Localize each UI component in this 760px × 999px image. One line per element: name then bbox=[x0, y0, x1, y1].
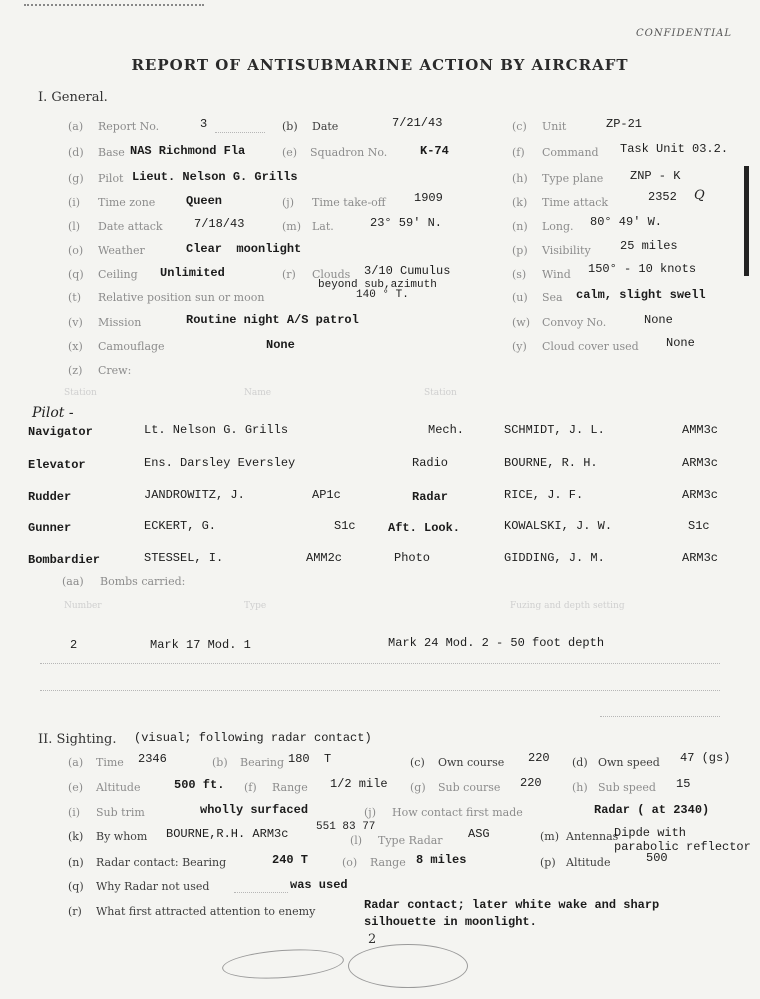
field-aa-letter: (aa) bbox=[62, 575, 84, 588]
sub-speed-value: 15 bbox=[676, 777, 691, 791]
type-plane-label: Type plane bbox=[542, 172, 604, 185]
why-radar-label: Why Radar not used bbox=[96, 880, 210, 893]
unit-value: ZP-21 bbox=[606, 117, 643, 131]
crew-name: BOURNE, R. H. bbox=[504, 456, 598, 470]
pilot-label: Pilot bbox=[98, 172, 124, 185]
sighting-p-letter: (p) bbox=[540, 856, 556, 869]
edge-speckle bbox=[24, 4, 204, 12]
type-plane-value: ZNP - K bbox=[630, 169, 681, 183]
sighting-c-letter: (c) bbox=[410, 756, 425, 769]
stamp-mark bbox=[348, 944, 468, 988]
squadron-value: K-74 bbox=[420, 144, 449, 158]
field-p-letter: (p) bbox=[512, 244, 528, 257]
first-attracted-value-2: silhouette in moonlight. bbox=[364, 915, 537, 929]
field-j-letter: (j) bbox=[282, 196, 294, 209]
clouds-label: Clouds bbox=[312, 268, 351, 281]
radar-altitude-label: Altitude bbox=[566, 856, 611, 869]
field-r-letter: (r) bbox=[282, 268, 296, 281]
field-g-letter: (g) bbox=[68, 172, 84, 185]
sub-trim-value: wholly surfaced bbox=[200, 803, 309, 817]
weather-value: Clear moonlight bbox=[186, 242, 302, 256]
sub-trim-label: Sub trim bbox=[96, 806, 145, 819]
field-z-letter: (z) bbox=[68, 364, 83, 377]
command-label: Command bbox=[542, 146, 599, 159]
crew-station: Radar bbox=[412, 490, 449, 504]
unit-label: Unit bbox=[542, 120, 567, 133]
bombs-setting: Mark 24 Mod. 2 - 50 foot depth bbox=[388, 636, 605, 650]
radar-bearing-value: 240 T bbox=[272, 853, 309, 867]
field-a-letter: (a) bbox=[68, 120, 84, 133]
relative-position-value-2: 140 ° T. bbox=[356, 289, 409, 301]
binding-mark bbox=[744, 166, 749, 276]
sighting-g-letter: (g) bbox=[410, 781, 426, 794]
crew-name: GIDDING, J. M. bbox=[504, 551, 605, 565]
crew-station: Radio bbox=[412, 456, 449, 470]
crew-name: SCHMIDT, J. L. bbox=[504, 423, 605, 437]
report-no-value: 3 bbox=[200, 117, 208, 131]
crew-name: ECKERT, G. bbox=[144, 519, 217, 533]
first-attracted-value-1: Radar contact; later white wake and sharp bbox=[364, 898, 660, 912]
sighting-f-letter: (f) bbox=[244, 781, 257, 794]
squadron-label: Squadron No. bbox=[310, 146, 388, 159]
sighting-time-label: Time bbox=[96, 756, 124, 769]
sighting-q-letter: (q) bbox=[68, 880, 84, 893]
sub-course-label: Sub course bbox=[438, 781, 501, 794]
convoy-value: None bbox=[644, 313, 673, 327]
crew-station: Rudder bbox=[28, 490, 72, 504]
type-radar-label: Type Radar bbox=[378, 834, 443, 847]
crew-name: KOWALSKI, J. W. bbox=[504, 519, 613, 533]
sighting-range-value: 1/2 mile bbox=[330, 777, 388, 791]
crew-rate: AP1c bbox=[312, 488, 341, 502]
field-d-letter: (d) bbox=[68, 146, 84, 159]
camouflage-value: None bbox=[266, 338, 295, 352]
crew-station: Aft. Look. bbox=[388, 521, 461, 535]
time-attack-value: 2352 bbox=[648, 190, 677, 204]
by-whom-service-no: 551 83 77 bbox=[316, 821, 376, 833]
sighting-bearing-label: Bearing bbox=[240, 756, 285, 769]
relative-position-label: Relative position sun or moon bbox=[98, 291, 265, 304]
sighting-h-letter: (h) bbox=[572, 781, 588, 794]
first-attracted-label: What first attracted attention to enemy bbox=[96, 905, 316, 918]
longitude-value: 80° 49' W. bbox=[590, 215, 663, 229]
sighting-note: (visual; following radar contact) bbox=[134, 731, 372, 745]
base-value: NAS Richmond Fla bbox=[130, 144, 246, 158]
wind-value: 150° - 10 knots bbox=[588, 262, 697, 276]
antennas-label: Antennas bbox=[566, 830, 619, 843]
bombs-number: 2 bbox=[70, 638, 78, 652]
field-l-letter: (l) bbox=[68, 220, 81, 233]
clouds-value: 3/10 Cumulus bbox=[364, 264, 451, 278]
sub-speed-label: Sub speed bbox=[598, 781, 656, 794]
sea-value: calm, slight swell bbox=[576, 288, 706, 302]
crew-name: JANDROWITZ, J. bbox=[144, 488, 245, 502]
sighting-b-letter: (b) bbox=[212, 756, 228, 769]
crew-rate: ARM3c bbox=[682, 551, 719, 565]
sighting-altitude-label: Altitude bbox=[96, 781, 141, 794]
field-v-letter: (v) bbox=[68, 316, 83, 329]
crew-rate: S1c bbox=[334, 519, 356, 533]
sea-label: Sea bbox=[542, 291, 563, 304]
crew-rate: ARM3c bbox=[682, 488, 719, 502]
sighting-d-letter: (d) bbox=[572, 756, 588, 769]
radar-altitude-value: 500 bbox=[646, 851, 668, 865]
crew-station: Elevator bbox=[28, 458, 86, 472]
field-q-letter: (q) bbox=[68, 268, 84, 281]
crew-station: Bombardier bbox=[28, 553, 101, 567]
sub-course-value: 220 bbox=[520, 776, 542, 790]
sighting-e-letter: (e) bbox=[68, 781, 84, 794]
field-b-letter: (b) bbox=[282, 120, 298, 133]
sighting-m-letter: (m) bbox=[540, 830, 560, 843]
camouflage-label: Camouflage bbox=[98, 340, 165, 353]
antennas-value-2: parabolic reflector bbox=[614, 840, 751, 854]
bombs-carried-label: Bombs carried: bbox=[100, 575, 186, 588]
sighting-r-letter: (r) bbox=[68, 905, 82, 918]
time-attack-label: Time attack bbox=[542, 196, 609, 209]
antennas-value-1: Dipde with bbox=[614, 826, 687, 840]
field-u-letter: (u) bbox=[512, 291, 528, 304]
field-f-letter: (f) bbox=[512, 146, 525, 159]
cloud-cover-value: None bbox=[666, 336, 695, 350]
why-radar-value: was used bbox=[290, 878, 348, 892]
sighting-o-letter: (o) bbox=[342, 856, 358, 869]
field-k-letter: (k) bbox=[512, 196, 528, 209]
own-speed-label: Own speed bbox=[598, 756, 660, 769]
convoy-label: Convoy No. bbox=[542, 316, 607, 329]
contact-made-label: How contact first made bbox=[392, 806, 523, 819]
pilot-value: Lieut. Nelson G. Grills bbox=[132, 170, 298, 184]
mission-value: Routine night A/S patrol bbox=[186, 313, 359, 327]
field-s-letter: (s) bbox=[512, 268, 527, 281]
crew-station: Photo bbox=[394, 551, 431, 565]
radar-range-value: 8 miles bbox=[416, 853, 467, 867]
weather-label: Weather bbox=[98, 244, 145, 257]
time-zone-label: Time zone bbox=[98, 196, 156, 209]
crew-header-name: Name bbox=[244, 388, 272, 398]
date-value: 7/21/43 bbox=[392, 116, 443, 130]
crew-name: Lt. Nelson G. Grills bbox=[144, 423, 289, 437]
crew-rate: AMM3c bbox=[682, 423, 719, 437]
sighting-bearing-value: 180 T bbox=[288, 752, 332, 766]
crew-rate: ARM3c bbox=[682, 456, 719, 470]
section-general-heading: I. General. bbox=[38, 90, 108, 105]
date-label: Date bbox=[312, 120, 339, 133]
relative-position-value-1: beyond sub,azimuth bbox=[318, 279, 437, 291]
type-radar-value: ASG bbox=[468, 827, 490, 841]
time-takeoff-value: 1909 bbox=[414, 191, 443, 205]
crew-name: STESSEL, I. bbox=[144, 551, 224, 565]
report-no-label: Report No. bbox=[98, 120, 160, 133]
field-e-letter: (e) bbox=[282, 146, 298, 159]
field-n-letter: (n) bbox=[512, 220, 528, 233]
command-value: Task Unit 03.2. bbox=[620, 142, 729, 156]
field-m-letter: (m) bbox=[282, 220, 302, 233]
bombs-header-setting: Fuzing and depth setting bbox=[510, 601, 625, 611]
crew-name: RICE, J. F. bbox=[504, 488, 584, 502]
own-course-value: 220 bbox=[528, 751, 550, 765]
sighting-a-letter: (a) bbox=[68, 756, 84, 769]
cloud-cover-label: Cloud cover used bbox=[542, 340, 639, 353]
time-takeoff-label: Time take-off bbox=[312, 196, 386, 209]
date-attack-value: 7/18/43 bbox=[194, 217, 245, 231]
field-w-letter: (w) bbox=[512, 316, 530, 329]
bombs-header-number: Number bbox=[64, 601, 102, 611]
report-title: REPORT OF ANTISUBMARINE ACTION BY AIRCRAFT bbox=[131, 56, 629, 74]
date-attack-label: Date attack bbox=[98, 220, 163, 233]
visibility-value: 25 miles bbox=[620, 239, 678, 253]
crew-station: Mech. bbox=[428, 423, 465, 437]
time-attack-note: Q bbox=[694, 188, 705, 203]
crew-header-station-2: Station bbox=[424, 388, 457, 398]
sighting-i-letter: (i) bbox=[68, 806, 81, 819]
bombs-type: Mark 17 Mod. 1 bbox=[150, 638, 251, 652]
ceiling-value: Unlimited bbox=[160, 266, 225, 280]
field-h-letter: (h) bbox=[512, 172, 528, 185]
crew-station: Gunner bbox=[28, 521, 72, 535]
field-y-letter: (y) bbox=[512, 340, 527, 353]
sighting-k-letter: (k) bbox=[68, 830, 84, 843]
mission-label: Mission bbox=[98, 316, 142, 329]
sighting-range-label: Range bbox=[272, 781, 308, 794]
contact-made-value: Radar ( at 2340) bbox=[594, 803, 710, 817]
crew-name: Ens. Darsley Eversley bbox=[144, 456, 296, 470]
ceiling-label: Ceiling bbox=[98, 268, 138, 281]
visibility-label: Visibility bbox=[542, 244, 591, 257]
latitude-value: 23° 59' N. bbox=[370, 216, 443, 230]
own-course-label: Own course bbox=[438, 756, 505, 769]
section-sighting-heading: II. Sighting. bbox=[38, 732, 117, 747]
bombs-header-type: Type bbox=[244, 601, 267, 611]
longitude-label: Long. bbox=[542, 220, 574, 233]
crew-header-station-1: Station bbox=[64, 388, 97, 398]
scribble-mark bbox=[221, 946, 345, 982]
field-x-letter: (x) bbox=[68, 340, 83, 353]
wind-label: Wind bbox=[542, 268, 571, 281]
field-c-letter: (c) bbox=[512, 120, 527, 133]
time-zone-value: Queen bbox=[186, 194, 223, 208]
latitude-label: Lat. bbox=[312, 220, 334, 233]
own-speed-value: 47 (gs) bbox=[680, 751, 731, 765]
by-whom-value: BOURNE,R.H. ARM3c bbox=[166, 827, 289, 841]
crew-rate: S1c bbox=[688, 519, 710, 533]
field-t-letter: (t) bbox=[68, 291, 82, 304]
sighting-time-value: 2346 bbox=[138, 752, 167, 766]
base-label: Base bbox=[98, 146, 125, 159]
sighting-j-letter: (j) bbox=[364, 806, 376, 819]
field-i-letter: (i) bbox=[68, 196, 81, 209]
radar-bearing-label: Radar contact: Bearing bbox=[96, 856, 227, 869]
field-o-letter: (o) bbox=[68, 244, 84, 257]
crew-rate: AMM2c bbox=[306, 551, 343, 565]
pilot-annotation: Pilot - bbox=[32, 405, 74, 421]
sighting-n-letter: (n) bbox=[68, 856, 84, 869]
sighting-altitude-value: 500 ft. bbox=[174, 778, 225, 792]
confidential-marking: CONFIDENTIAL bbox=[636, 28, 733, 39]
crew-station: Navigator bbox=[28, 425, 93, 439]
radar-range-label: Range bbox=[370, 856, 406, 869]
page-number: 2 bbox=[368, 932, 377, 947]
sighting-l-letter: (l) bbox=[350, 834, 363, 847]
crew-label: Crew: bbox=[98, 364, 132, 377]
by-whom-label: By whom bbox=[96, 830, 148, 843]
